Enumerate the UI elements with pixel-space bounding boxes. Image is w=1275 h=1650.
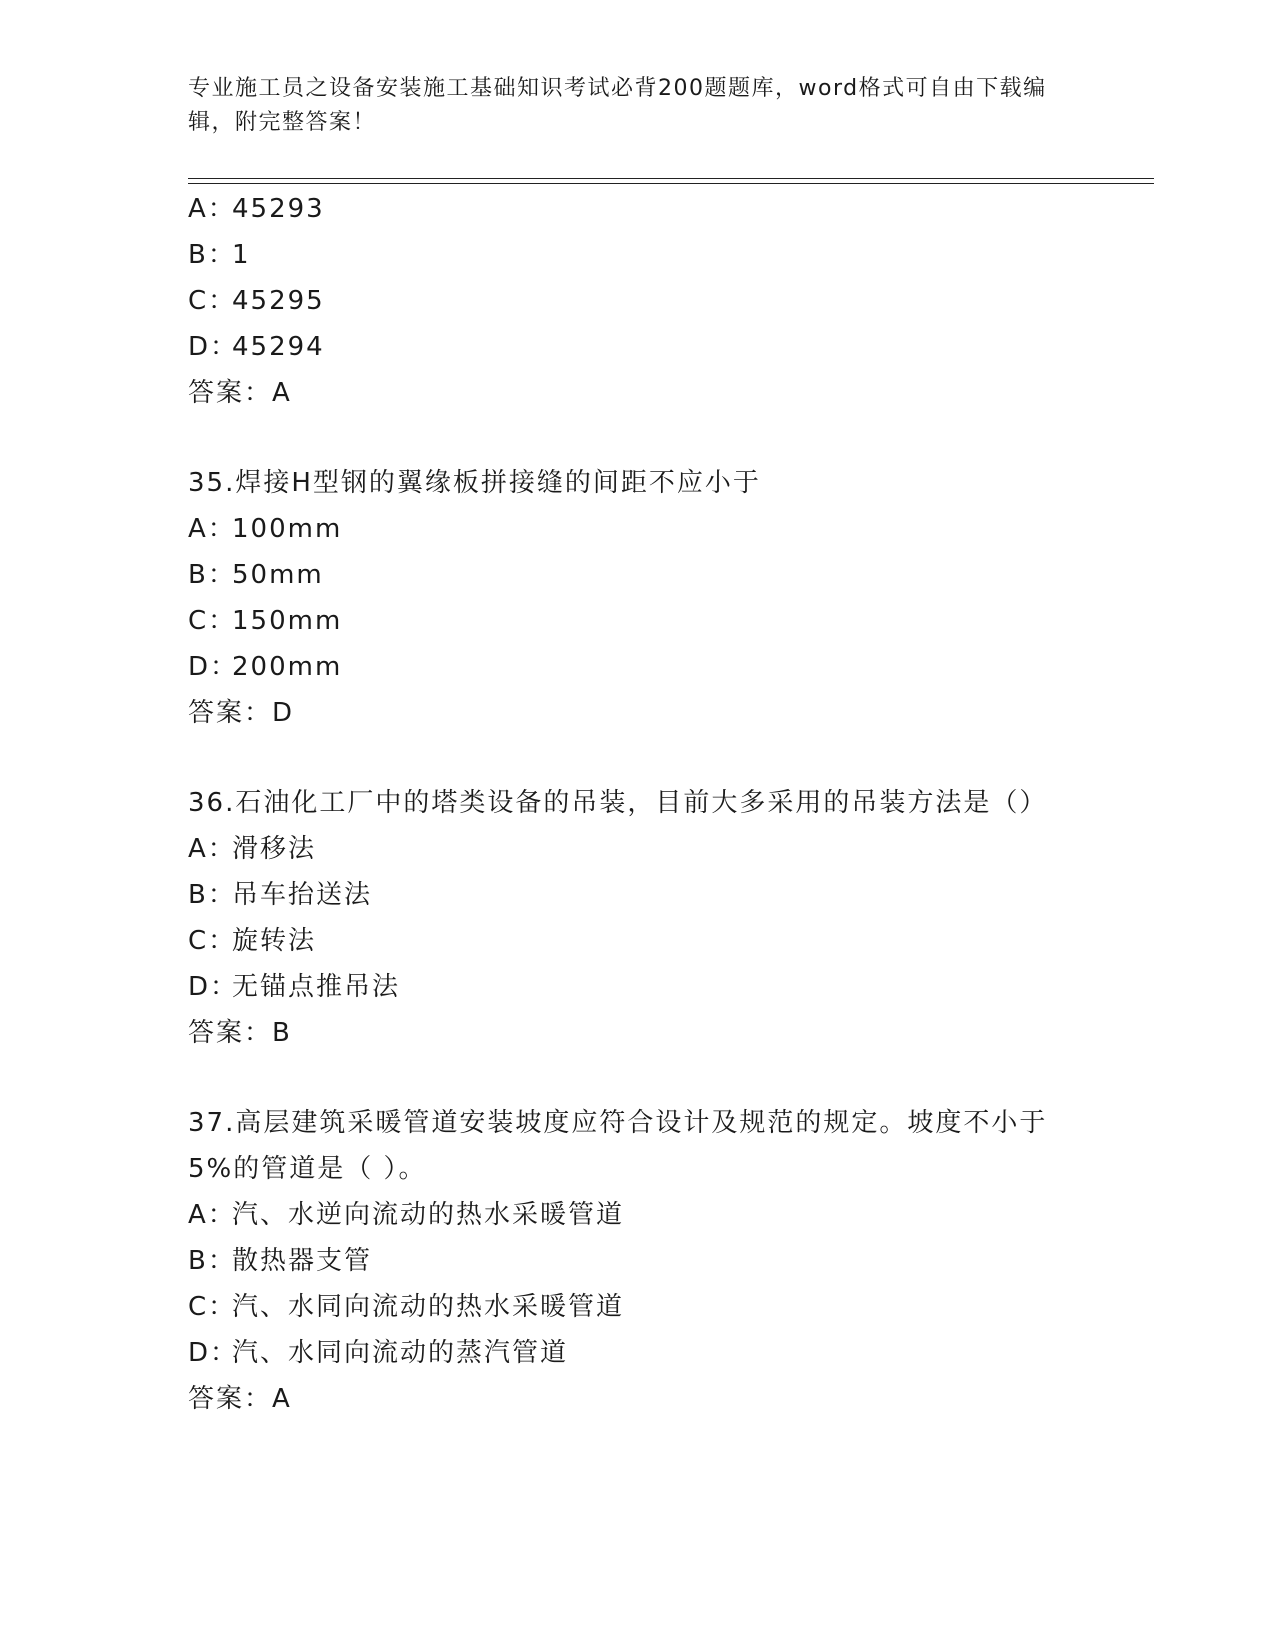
option-c: C：汽、水同向流动的热水采暖管道 (188, 1292, 625, 1322)
option-a: A：汽、水逆向流动的热水采暖管道 (188, 1200, 625, 1230)
header-divider-top (188, 178, 1154, 179)
option-c: C：45295 (188, 286, 325, 316)
option-d: D：45294 (188, 332, 325, 362)
document-header: 专业施工员之设备安装施工基础知识考试必背200题题库，word格式可自由下载编辑，附完整答案！ (188, 76, 1047, 135)
option-c: C：150mm (188, 606, 343, 636)
question-list (188, 186, 1088, 1422)
answer-line: 答案：B (188, 1018, 292, 1048)
spacer (188, 736, 1088, 780)
answer-line: 答案：D (188, 698, 295, 728)
option-d: D：200mm (188, 652, 343, 682)
option-b: B：50mm (188, 560, 324, 590)
option-d: D：汽、水同向流动的蒸汽管道 (188, 1338, 569, 1368)
answer-line: 答案：A (188, 1384, 292, 1414)
question-37 (188, 1100, 1088, 1422)
option-b: B：吊车抬送法 (188, 880, 373, 910)
question-text: 36.石油化工厂中的塔类设备的吊装，目前大多采用的吊装方法是（） (188, 788, 1048, 818)
spacer (188, 416, 1088, 460)
question-text: 35.焊接H型钢的翼缘板拼接缝的间距不应小于 (188, 468, 761, 498)
option-b: B：1 (188, 240, 251, 270)
question-text: 37.高层建筑采暖管道安装坡度应符合设计及规范的规定。坡度不小于5%的管道是（ ）。 (188, 1108, 1048, 1184)
header-divider-bottom (188, 183, 1154, 184)
option-d: D：无锚点推吊法 (188, 972, 401, 1002)
question-34 (188, 186, 1088, 416)
option-a: A：滑移法 (188, 834, 317, 864)
option-b: B：散热器支管 (188, 1246, 373, 1276)
answer-line: 答案：A (188, 378, 292, 408)
spacer (188, 1056, 1088, 1100)
option-a: A：45293 (188, 194, 325, 224)
question-36 (188, 780, 1088, 1056)
option-a: A：100mm (188, 514, 343, 544)
option-c: C：旋转法 (188, 926, 317, 956)
question-35 (188, 460, 1088, 736)
